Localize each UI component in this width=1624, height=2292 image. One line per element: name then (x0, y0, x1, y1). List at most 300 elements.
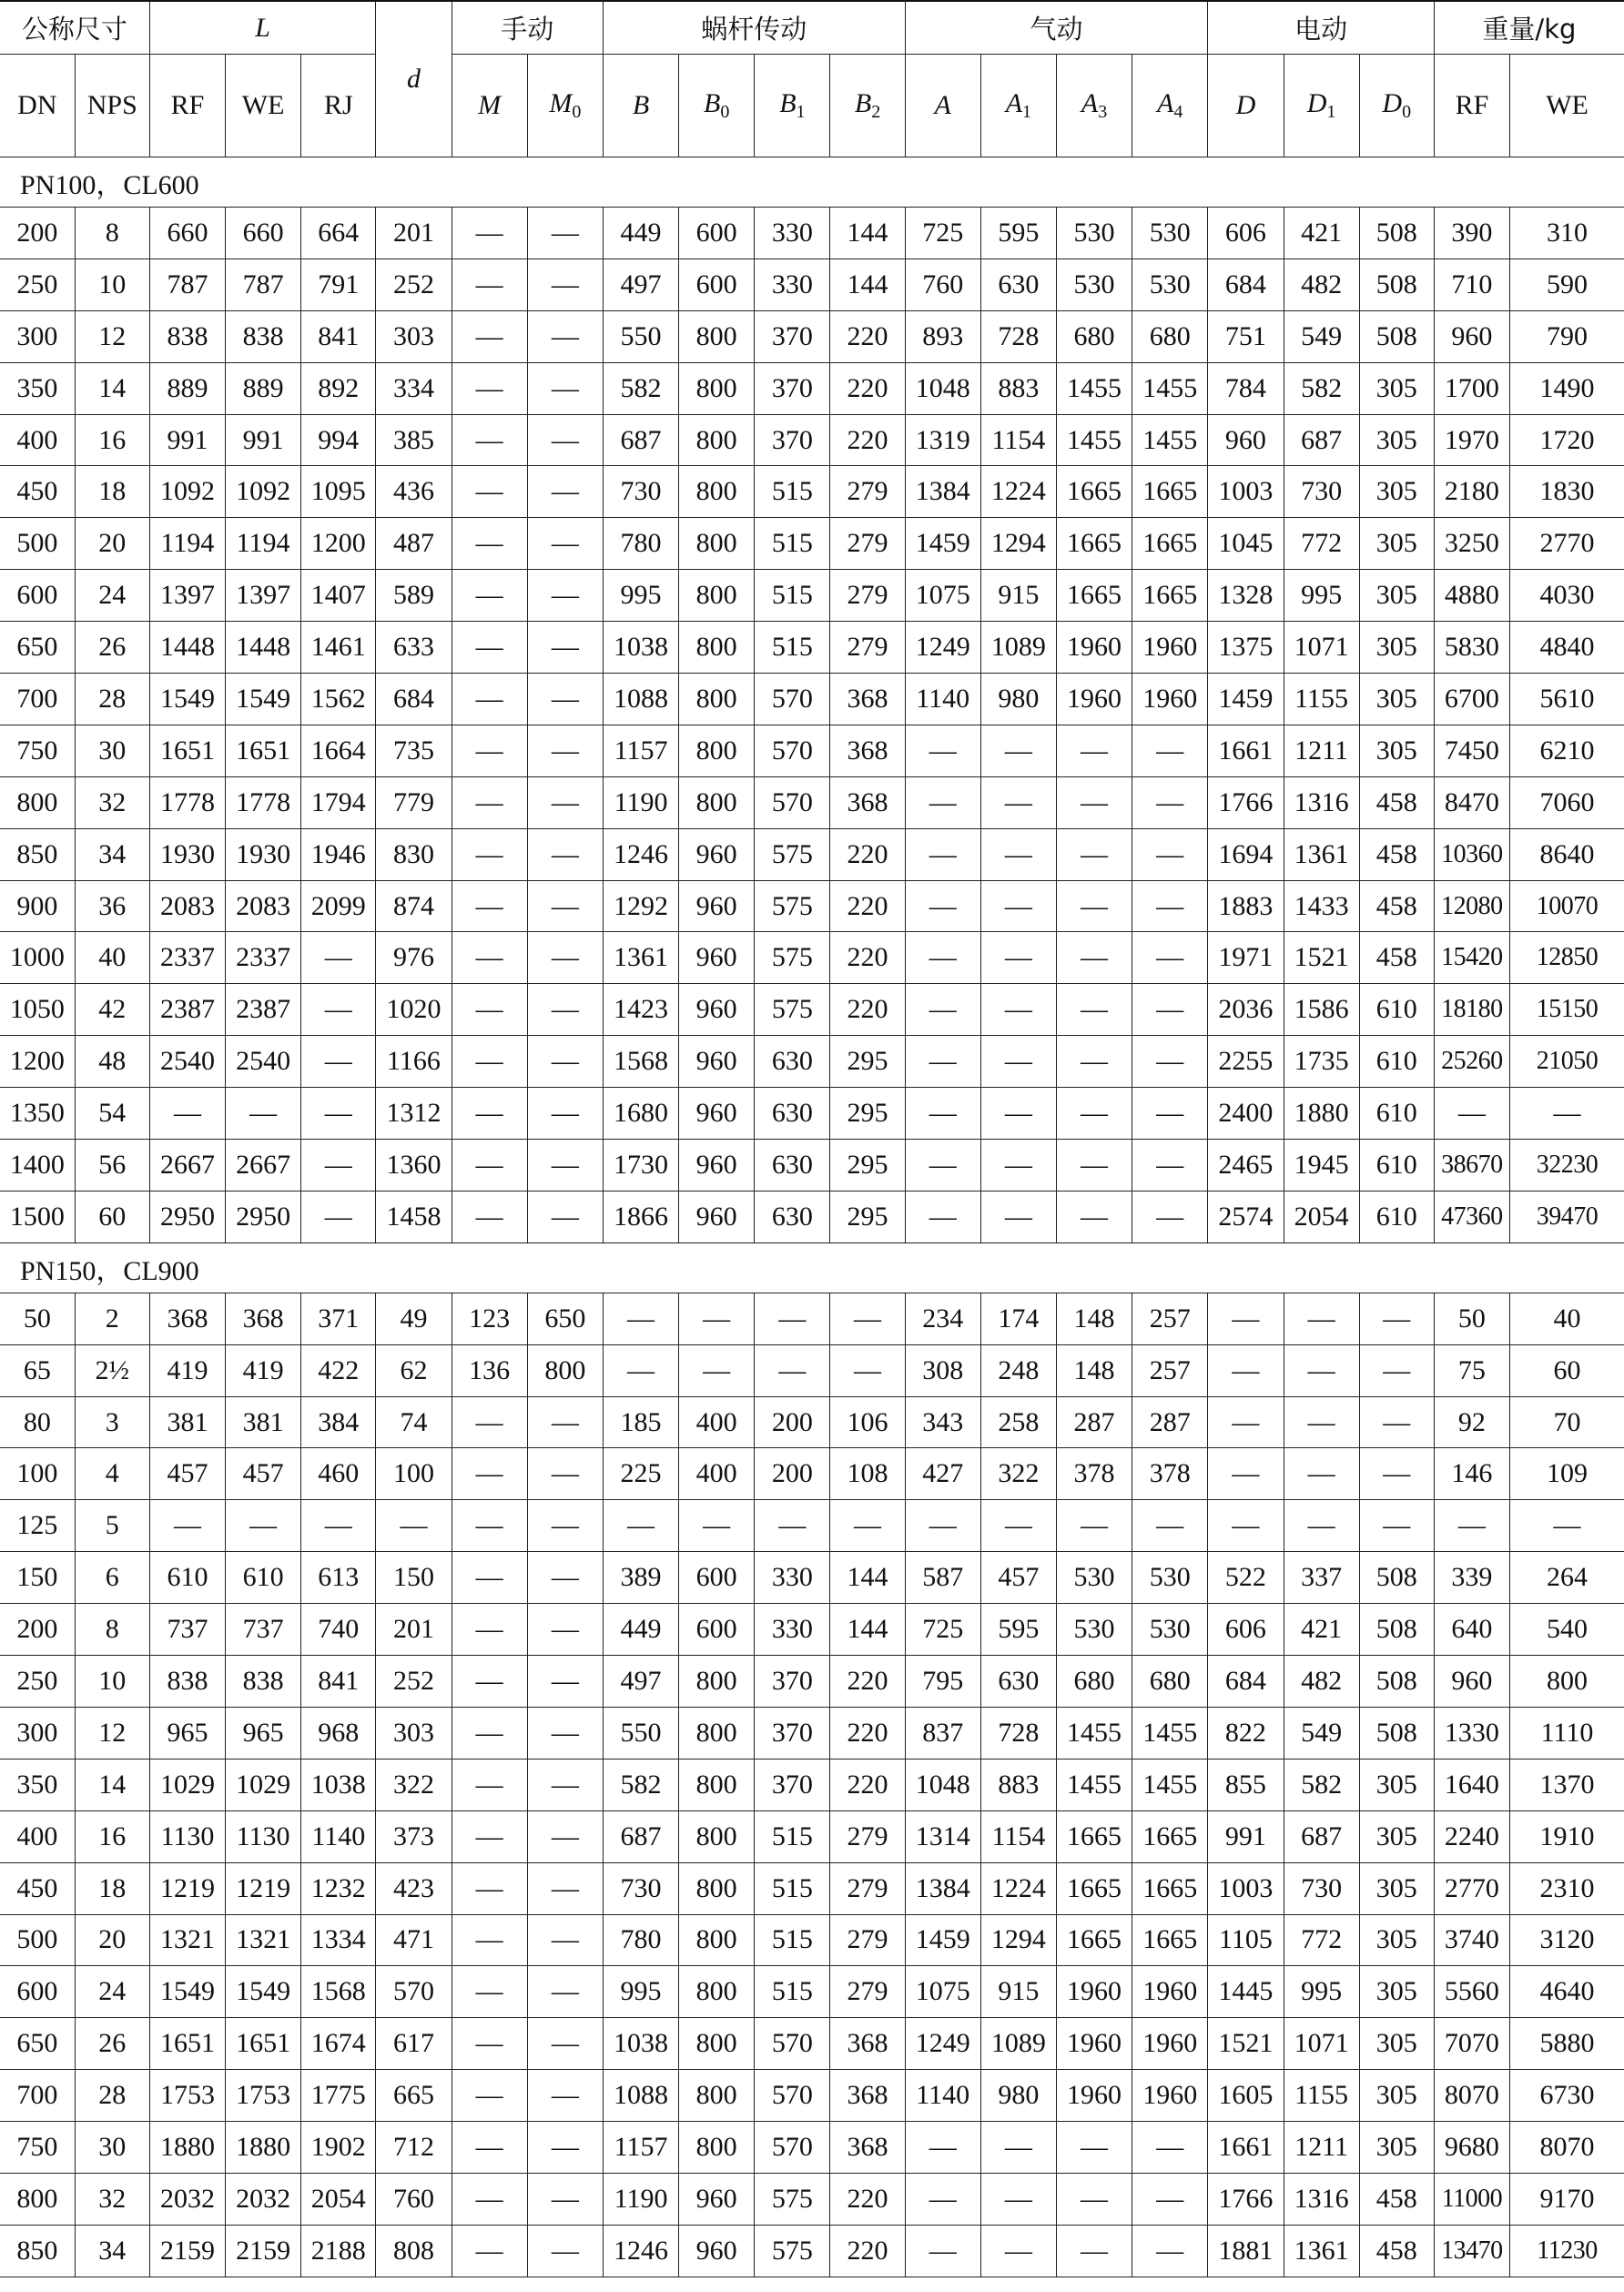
table-cell: 1946 (301, 828, 376, 880)
table-cell: 837 (905, 1707, 980, 1759)
table-cell: 300 (0, 1707, 75, 1759)
table-cell: 305 (1359, 1862, 1434, 1914)
table-cell: 368 (830, 674, 905, 725)
table-cell: 8 (75, 1604, 149, 1656)
table-cell: — (452, 362, 527, 414)
table-cell: 378 (1132, 1448, 1208, 1500)
table-cell: — (452, 1396, 527, 1448)
table-cell: 1880 (149, 2122, 225, 2174)
table-cell: 1319 (905, 414, 980, 466)
table-cell: 680 (1132, 1656, 1208, 1708)
table-cell: 530 (1056, 1552, 1132, 1604)
column-header (905, 55, 980, 157)
table-cell: 1586 (1284, 984, 1359, 1036)
table-row (0, 518, 1624, 570)
table-cell: 610 (1359, 1140, 1434, 1192)
table-cell: 220 (830, 310, 905, 362)
table-cell: 1194 (226, 518, 301, 570)
table-cell: 800 (679, 1810, 755, 1862)
table-cell: — (452, 1036, 527, 1088)
table-cell: 305 (1359, 570, 1434, 622)
table-cell: 800 (679, 414, 755, 466)
table-cell: 458 (1359, 828, 1434, 880)
table-cell: 350 (0, 362, 75, 414)
table-cell: — (452, 776, 527, 828)
table-cell: 500 (0, 1914, 75, 1966)
table-cell: 34 (75, 2225, 149, 2277)
table-cell: 995 (603, 1966, 678, 2018)
table-cell: 1883 (1208, 880, 1284, 932)
table-cell: 784 (1208, 362, 1284, 414)
table-cell: 1665 (1132, 1862, 1208, 1914)
table-cell: 800 (679, 362, 755, 414)
header-length-L: L (149, 1, 376, 55)
table-cell: 991 (149, 414, 225, 466)
table-cell: 371 (301, 1293, 376, 1344)
table-cell: 960 (679, 1140, 755, 1192)
table-cell: 1157 (603, 2122, 678, 2174)
table-cell: 2337 (149, 932, 225, 984)
table-row (0, 1500, 1624, 1552)
table-cell: — (452, 2018, 527, 2070)
table-cell: 2054 (1284, 1191, 1359, 1242)
table-cell: 220 (830, 2225, 905, 2277)
column-header-label: B (632, 90, 650, 120)
table-cell: 800 (679, 725, 755, 776)
table-cell: 600 (679, 1604, 755, 1656)
table-cell: 1075 (905, 1966, 980, 2018)
table-cell: 1521 (1208, 2018, 1284, 2070)
table-cell: 144 (830, 1552, 905, 1604)
table-cell: 650 (527, 1293, 603, 1344)
table-cell: 1211 (1284, 725, 1359, 776)
table-row (0, 2018, 1624, 2070)
table-row (0, 1344, 1624, 1396)
table-cell: 3120 (1510, 1914, 1624, 1966)
table-cell: 32230 (1510, 1140, 1624, 1192)
table-cell: 830 (376, 828, 452, 880)
table-cell: 1194 (149, 518, 225, 570)
table-cell: 1130 (149, 1810, 225, 1862)
table-cell: 590 (1510, 259, 1624, 310)
table-cell: 482 (1284, 259, 1359, 310)
column-header (1208, 55, 1284, 157)
table-cell: — (301, 984, 376, 1036)
table-cell: 384 (301, 1396, 376, 1448)
table-cell: — (452, 1604, 527, 1656)
table-cell: — (527, 414, 603, 466)
table-cell: 2337 (226, 932, 301, 984)
table-cell: 370 (755, 1656, 830, 1708)
table-cell: 750 (0, 2122, 75, 2174)
table-cell: — (527, 1448, 603, 1500)
table-cell: 1651 (226, 2018, 301, 2070)
table-cell: 4030 (1510, 570, 1624, 622)
table-cell: 4880 (1434, 570, 1509, 622)
table-cell: 960 (679, 1088, 755, 1140)
table-cell: 1665 (1056, 1862, 1132, 1914)
table-cell: — (1056, 1140, 1132, 1192)
table-cell: 1549 (226, 674, 301, 725)
table-cell: — (980, 1500, 1056, 1552)
table-cell: 1568 (603, 1036, 678, 1088)
table-cell: 1092 (149, 466, 225, 518)
table-cell: 1003 (1208, 1862, 1284, 1914)
table-cell: — (1284, 1500, 1359, 1552)
table-cell: 28 (75, 2070, 149, 2122)
column-header (679, 55, 755, 157)
table-cell: 1397 (149, 570, 225, 622)
column-header-label: RJ (323, 90, 353, 120)
section-title: PN100，CL600 (0, 157, 1624, 208)
table-cell: 9170 (1510, 2173, 1624, 2225)
table-cell: 13470 (1434, 2225, 1509, 2277)
table-cell: 54 (75, 1088, 149, 1140)
table-cell: — (755, 1500, 830, 1552)
table-cell: 633 (376, 622, 452, 674)
table-cell: 1930 (226, 828, 301, 880)
table-cell: — (603, 1344, 678, 1396)
table-cell: — (1056, 984, 1132, 1036)
table-cell: 883 (980, 362, 1056, 414)
table-cell: 787 (226, 259, 301, 310)
table-cell: 368 (830, 725, 905, 776)
table-cell: 1640 (1434, 1759, 1509, 1810)
table-cell: — (905, 2173, 980, 2225)
table-cell: 2188 (301, 2225, 376, 2277)
table-cell: 2083 (226, 880, 301, 932)
table-cell: 684 (1208, 1656, 1284, 1708)
table-row (0, 1088, 1624, 1140)
table-cell: 305 (1359, 362, 1434, 414)
table-cell: 2032 (149, 2173, 225, 2225)
table-cell: 125 (0, 1500, 75, 1552)
table-cell: 148 (1056, 1293, 1132, 1344)
table-cell: 295 (830, 1140, 905, 1192)
column-header-subscript: 1 (796, 102, 806, 122)
table-cell: 2770 (1434, 1862, 1509, 1914)
table-cell: 630 (755, 1140, 830, 1192)
table-cell: 1045 (1208, 518, 1284, 570)
table-cell: 1249 (905, 2018, 980, 2070)
table-cell: — (527, 2070, 603, 2122)
table-cell: 5560 (1434, 1966, 1509, 2018)
column-header-label: M (478, 90, 502, 120)
table-cell: 32 (75, 776, 149, 828)
header-nominal-size: 公称尺寸 (0, 1, 149, 55)
table-cell: 725 (905, 208, 980, 259)
table-cell: 28 (75, 674, 149, 725)
table-cell: 1029 (149, 1759, 225, 1810)
table-cell: 200 (755, 1396, 830, 1448)
table-cell: 436 (376, 466, 452, 518)
header-worm-gear: 蜗杆传动 (603, 1, 905, 55)
table-cell: 12850 (1510, 932, 1624, 984)
table-cell: 200 (755, 1448, 830, 1500)
table-cell: 2054 (301, 2173, 376, 2225)
table-cell: 70 (1510, 1396, 1624, 1448)
table-cell: — (527, 622, 603, 674)
table-cell: — (452, 1500, 527, 1552)
table-cell: 1370 (1510, 1759, 1624, 1810)
table-cell: 1219 (226, 1862, 301, 1914)
table-cell: — (905, 725, 980, 776)
table-cell: 339 (1434, 1552, 1509, 1604)
table-cell: 389 (603, 1552, 678, 1604)
table-cell: 1361 (1284, 828, 1359, 880)
table-cell: 508 (1359, 1707, 1434, 1759)
table-cell: 75 (1434, 1344, 1509, 1396)
table-cell: 1314 (905, 1810, 980, 1862)
table-cell: 600 (0, 1966, 75, 2018)
table-cell: 737 (149, 1604, 225, 1656)
table-cell: 2036 (1208, 984, 1284, 1036)
table-cell: 200 (0, 1604, 75, 1656)
column-header-subscript: 0 (572, 102, 582, 122)
table-cell: 660 (149, 208, 225, 259)
table-cell: 728 (980, 1707, 1056, 1759)
table-cell: 1246 (603, 828, 678, 880)
table-cell: — (1359, 1396, 1434, 1448)
table-cell: 1880 (226, 2122, 301, 2174)
table-cell: 458 (1359, 2173, 1434, 2225)
table-cell: 1665 (1132, 570, 1208, 622)
table-row (0, 880, 1624, 932)
table-cell: 12080 (1434, 880, 1509, 932)
table-cell: 6730 (1510, 2070, 1624, 2122)
table-cell: 220 (830, 1759, 905, 1810)
table-cell: 889 (149, 362, 225, 414)
table-cell: 322 (980, 1448, 1056, 1500)
table-cell: 1321 (149, 1914, 225, 1966)
table-cell: 960 (679, 2173, 755, 2225)
table-cell: 421 (1284, 208, 1359, 259)
table-cell: 56 (75, 1140, 149, 1192)
table-cell: 889 (226, 362, 301, 414)
table-cell: 991 (1208, 1810, 1284, 1862)
table-cell: 1455 (1056, 1759, 1132, 1810)
table-cell: 660 (226, 208, 301, 259)
table-cell: 630 (755, 1088, 830, 1140)
table-cell: 305 (1359, 674, 1434, 725)
table-cell: — (301, 1088, 376, 1140)
table-cell: — (527, 2225, 603, 2277)
table-cell: 303 (376, 1707, 452, 1759)
table-cell: — (527, 570, 603, 622)
table-cell: — (452, 1707, 527, 1759)
table-cell: 2255 (1208, 1036, 1284, 1088)
table-cell: 1664 (301, 725, 376, 776)
table-row (0, 1293, 1624, 1344)
table-cell: 730 (603, 466, 678, 518)
table-cell: 892 (301, 362, 376, 414)
table-cell: 800 (0, 776, 75, 828)
table-cell: 305 (1359, 2018, 1434, 2070)
table-cell: 712 (376, 2122, 452, 2174)
table-cell: — (452, 1966, 527, 2018)
table-cell: 295 (830, 1036, 905, 1088)
table-cell: 36 (75, 880, 149, 932)
table-cell: 381 (149, 1396, 225, 1448)
table-cell: 497 (603, 1656, 678, 1708)
table-cell: 780 (603, 518, 678, 570)
table-cell: 570 (755, 674, 830, 725)
table-cell: 1665 (1056, 570, 1132, 622)
table-cell: 960 (1208, 414, 1284, 466)
table-cell: 11000 (1434, 2173, 1509, 2225)
table-cell: — (452, 828, 527, 880)
table-row (0, 414, 1624, 466)
table-cell: 42 (75, 984, 149, 1036)
column-header-label: NPS (86, 90, 137, 120)
table-cell: 109 (1510, 1448, 1624, 1500)
table-cell: — (905, 1500, 980, 1552)
header-row-columns (0, 55, 1624, 157)
table-cell: — (1056, 2225, 1132, 2277)
table-cell: — (905, 2225, 980, 2277)
table-cell: 305 (1359, 2070, 1434, 2122)
table-cell: 570 (376, 1966, 452, 2018)
table-cell: 1661 (1208, 2122, 1284, 2174)
table-cell: 1562 (301, 674, 376, 725)
table-cell: 308 (905, 1344, 980, 1396)
table-cell: 530 (1132, 208, 1208, 259)
table-cell: 1674 (301, 2018, 376, 2070)
table-cell: 62 (376, 1344, 452, 1396)
table-cell: 800 (679, 674, 755, 725)
table-cell: 174 (980, 1293, 1056, 1344)
table-cell: — (527, 2018, 603, 2070)
table-row (0, 466, 1624, 518)
table-cell: 18 (75, 1862, 149, 1914)
table-cell: 587 (905, 1552, 980, 1604)
table-cell: 570 (755, 2070, 830, 2122)
table-cell: — (452, 2122, 527, 2174)
table-cell: 16 (75, 1810, 149, 1862)
table-cell: — (1284, 1448, 1359, 1500)
table-cell: — (226, 1500, 301, 1552)
table-cell: 220 (830, 362, 905, 414)
table-cell: 780 (603, 1914, 678, 1966)
table-cell: 471 (376, 1914, 452, 1966)
table-cell: 1461 (301, 622, 376, 674)
column-header-subscript: 0 (720, 102, 730, 122)
column-header (1132, 55, 1208, 157)
column-header-label: RF (1455, 90, 1489, 120)
column-header-label: A (1157, 88, 1174, 118)
table-cell: 1316 (1284, 2173, 1359, 2225)
table-cell: 1200 (0, 1036, 75, 1088)
table-cell: 305 (1359, 1914, 1434, 1966)
table-cell: — (1510, 1500, 1624, 1552)
table-cell: 1778 (226, 776, 301, 828)
table-cell: 650 (0, 2018, 75, 2070)
table-cell: 610 (1359, 984, 1434, 1036)
table-cell: 1232 (301, 1862, 376, 1914)
table-cell: 100 (0, 1448, 75, 1500)
table-cell: 150 (376, 1552, 452, 1604)
table-cell: 730 (1284, 466, 1359, 518)
table-cell: — (452, 622, 527, 674)
table-cell: 965 (149, 1707, 225, 1759)
table-cell: 305 (1359, 1966, 1434, 2018)
table-cell: — (1056, 1036, 1132, 1088)
table-cell: — (1208, 1448, 1284, 1500)
table-cell: 1088 (603, 2070, 678, 2122)
table-cell: 800 (679, 518, 755, 570)
table-cell: — (1132, 1088, 1208, 1140)
column-header (1056, 55, 1132, 157)
table-cell: 330 (755, 259, 830, 310)
table-cell: 800 (679, 2122, 755, 2174)
table-cell: 2 (75, 1293, 149, 1344)
table-cell: 1407 (301, 570, 376, 622)
table-cell: 220 (830, 880, 905, 932)
table-cell: 684 (376, 674, 452, 725)
table-cell: 1930 (149, 828, 225, 880)
table-cell: 800 (679, 2018, 755, 2070)
table-cell: 700 (0, 2070, 75, 2122)
table-cell: — (452, 570, 527, 622)
table-cell: 960 (679, 984, 755, 1036)
table-cell: 47360 (1434, 1191, 1509, 1242)
table-cell: — (527, 984, 603, 1036)
table-cell: 400 (0, 414, 75, 466)
table-row (0, 1140, 1624, 1192)
table-cell: 368 (830, 2122, 905, 2174)
table-cell: 457 (226, 1448, 301, 1500)
table-cell: 305 (1359, 622, 1434, 674)
table-cell: 1960 (1132, 674, 1208, 725)
table-cell: 1459 (1208, 674, 1284, 725)
table-cell: — (452, 259, 527, 310)
table-cell: 2180 (1434, 466, 1509, 518)
table-cell: 15420 (1434, 932, 1509, 984)
table-cell: 737 (226, 1604, 301, 1656)
table-cell: 800 (679, 1759, 755, 1810)
table-cell: — (452, 414, 527, 466)
table-cell: 800 (1510, 1656, 1624, 1708)
table-cell: 1866 (603, 1191, 678, 1242)
table-cell: 14 (75, 362, 149, 414)
table-cell: 1665 (1056, 466, 1132, 518)
table-cell: 1735 (1284, 1036, 1359, 1088)
table-cell: 248 (980, 1344, 1056, 1396)
table-cell: 740 (301, 1604, 376, 1656)
table-cell: 330 (755, 1552, 830, 1604)
table-cell: — (527, 466, 603, 518)
header-d: d (376, 1, 452, 157)
table-cell: 980 (980, 674, 1056, 725)
table-cell: 2083 (149, 880, 225, 932)
table-cell: 106 (830, 1396, 905, 1448)
table-cell: 1071 (1284, 2018, 1359, 2070)
table-cell: 1960 (1056, 1966, 1132, 2018)
table-cell: 508 (1359, 1656, 1434, 1708)
table-row (0, 984, 1624, 1036)
table-cell: 1753 (226, 2070, 301, 2122)
table-cell: 400 (0, 1810, 75, 1862)
column-header-subscript: 4 (1173, 102, 1183, 122)
table-cell: — (527, 1396, 603, 1448)
table-cell: 822 (1208, 1707, 1284, 1759)
table-cell: 200 (0, 208, 75, 259)
table-cell: 40 (1510, 1293, 1624, 1344)
table-cell: 6700 (1434, 674, 1509, 725)
column-header (149, 55, 225, 157)
table-cell: 257 (1132, 1344, 1208, 1396)
table-cell: 1095 (301, 466, 376, 518)
